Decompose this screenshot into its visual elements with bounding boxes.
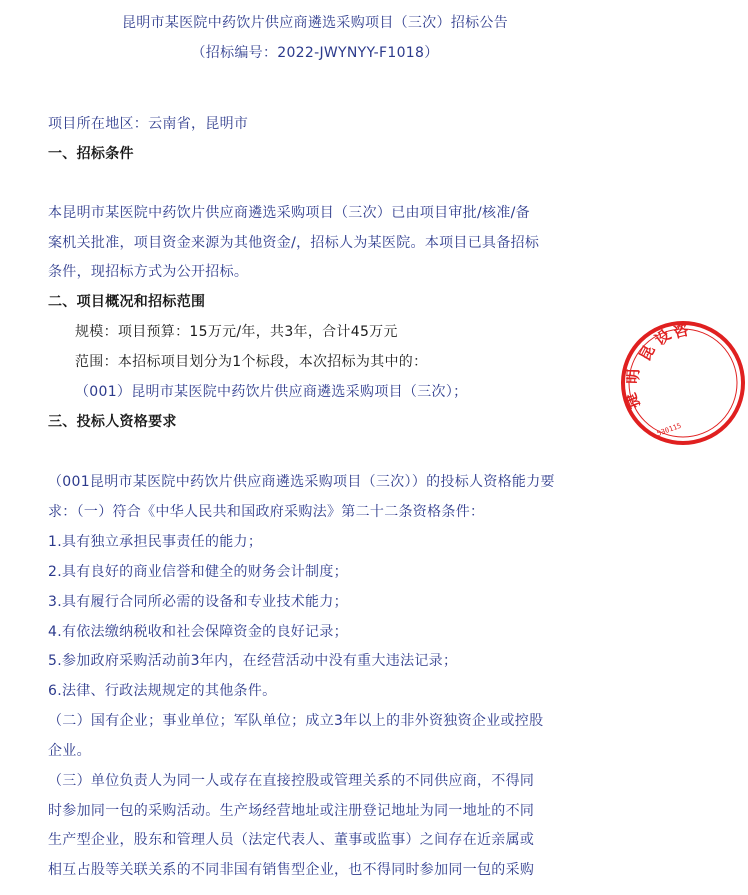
section-1-line: 条件，现招标方式为公开招标。 bbox=[48, 264, 249, 280]
section-3-line: 3.具有履行合同所必需的设备和专业技术能力； bbox=[48, 594, 348, 610]
section-2-heading: 二、项目概况和招标范围 bbox=[48, 294, 206, 310]
section-3-line: 4.有依法缴纳税收和社会保障资金的良好记录； bbox=[48, 624, 348, 640]
notice-title: 昆明市某医院中药饮片供应商遴选采购项目（三次）招标公告 bbox=[121, 15, 509, 31]
project-scale: 规模：项目预算：15万元/年，共3年，合计45万元 bbox=[75, 324, 398, 340]
section-1-heading: 一、招标条件 bbox=[48, 146, 134, 162]
svg-text:昆: 昆 bbox=[635, 342, 659, 364]
section-3-line: （二）国有企业；事业单位；军队单位；成立3年以上的非外资独资企业或控股 bbox=[48, 713, 544, 729]
svg-text:咨: 咨 bbox=[671, 320, 691, 342]
section-3-line: （001昆明市某医院中药饮片供应商遴选采购项目（三次））的投标人资格能力要 bbox=[48, 474, 555, 490]
section-3-line: 时参加同一包的采购活动。生产场经营地址或注册登记地址为同一地址的不同 bbox=[48, 803, 535, 819]
notice-code: （招标编号：2022-JWYNYY-F1018） bbox=[191, 45, 439, 61]
lot-item: （001）昆明市某医院中药饮片供应商遴选采购项目（三次）； bbox=[75, 384, 468, 400]
section-1-line: 案机关批准，项目资金来源为其他资金/，招标人为某医院。本项目已具备招标 bbox=[48, 235, 540, 251]
project-region: 项目所在地区：云南省，昆明市 bbox=[48, 116, 249, 132]
svg-text:设: 设 bbox=[651, 325, 675, 350]
svg-text:530115: 530115 bbox=[655, 421, 683, 438]
section-3-line: 1.具有独立承担民事责任的能力； bbox=[48, 534, 263, 550]
company-seal-stamp bbox=[618, 318, 748, 448]
section-1-line: 本昆明市某医院中药饮片供应商遴选采购项目（三次）已由项目审批/核准/备 bbox=[48, 205, 530, 221]
section-3-line: 5.参加政府采购活动前3年内，在经营活动中没有重大违法记录； bbox=[48, 653, 458, 669]
svg-text:捷: 捷 bbox=[621, 390, 644, 412]
project-scope: 范围：本招标项目划分为1个标段，本次招标为其中的： bbox=[75, 354, 428, 370]
section-3-heading: 三、投标人资格要求 bbox=[48, 414, 177, 430]
section-3-line: （三）单位负责人为同一人或存在直接控股或管理关系的不同供应商，不得同 bbox=[48, 773, 535, 789]
section-3-line: 相互占股等关联关系的不同非国有销售型企业，也不得同时参加同一包的采购 bbox=[48, 862, 535, 878]
section-3-line: 企业。 bbox=[48, 743, 91, 759]
section-3-line: 生产型企业，股东和管理人员（法定代表人、董事或监事）之间存在近亲属或 bbox=[48, 832, 535, 848]
section-3-line: 求：（一）符合《中华人民共和国政府采购法》第二十二条资格条件： bbox=[48, 504, 485, 520]
section-3-line: 2.具有良好的商业信誉和健全的财务会计制度； bbox=[48, 564, 348, 580]
svg-text:明: 明 bbox=[624, 368, 643, 385]
section-3-line: 6.法律、行政法规规定的其他条件。 bbox=[48, 683, 277, 699]
